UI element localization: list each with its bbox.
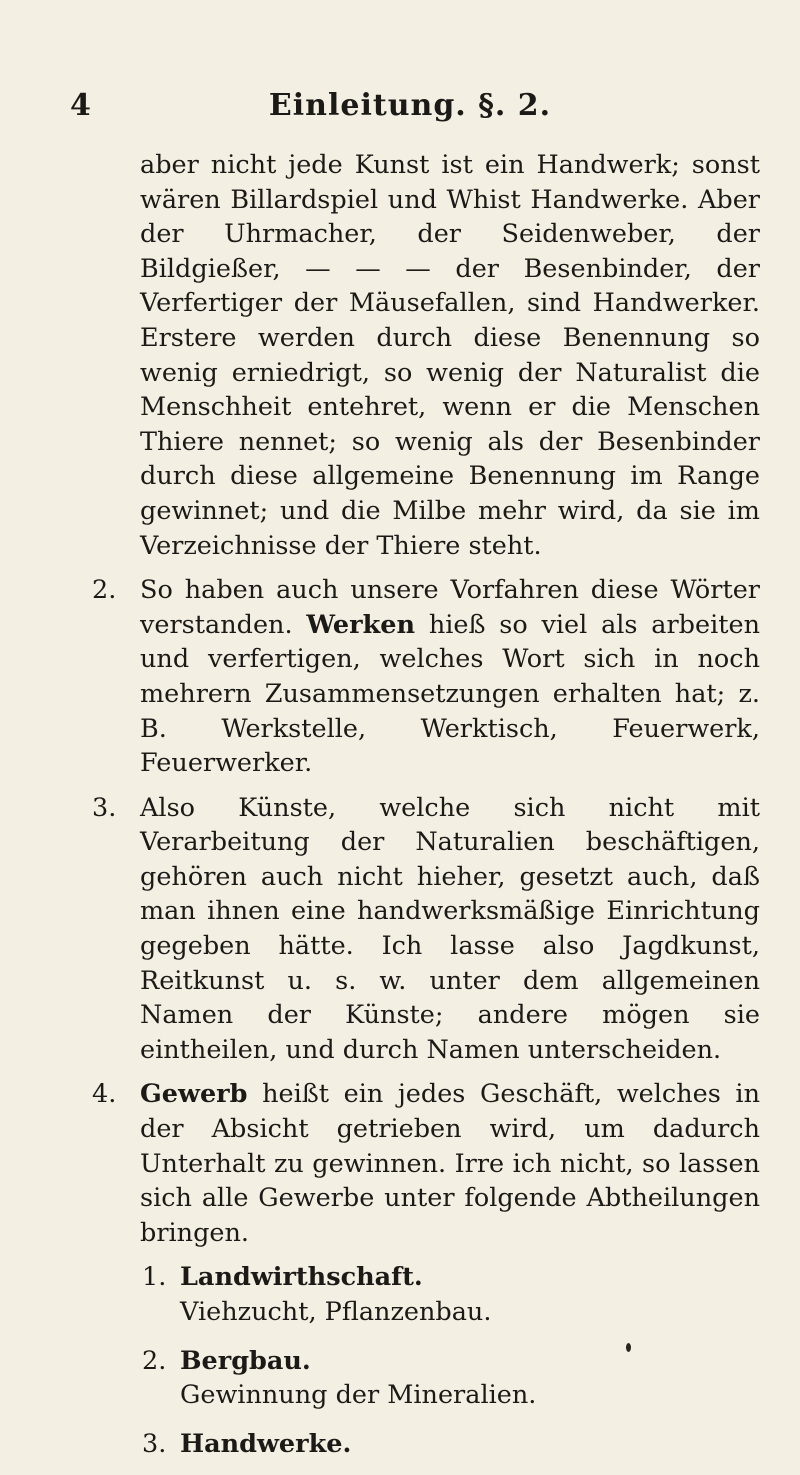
paragraph-text: So haben auch unsere Vorfahren diese Wörter verstanden. (140, 575, 760, 640)
list-item-heading (142, 1344, 760, 1379)
ink-spot-decoration (626, 1343, 631, 1352)
list-item-title: Landwirthschaft. (180, 1262, 423, 1293)
list-item-number: 2. (142, 1345, 167, 1376)
page-header (70, 88, 750, 128)
list-item (142, 1260, 760, 1329)
list-item-subtitle: Viehzucht, Pflanzenbau. (180, 1297, 492, 1327)
list-item-title: Handwerke. (180, 1428, 352, 1459)
list-item-subtitle: Gewinnung der Mineralien. (180, 1380, 537, 1411)
list-item (142, 1427, 760, 1462)
paragraph-text-cont: hieß so viel als arbeiten und verfertigen, welches Wort sich in noch mehrern Zusammensetzungen erhalten hat; z. B. Werkstelle, Werktisch, Feuerwerk, Feuerwerker. (140, 609, 761, 779)
list-item-number: 3. (142, 1428, 167, 1459)
page-number: 4 (70, 88, 91, 123)
running-title: Einleitung. §. 2. (268, 88, 552, 123)
paragraph-term: Werken (306, 609, 416, 640)
trade-list (142, 1260, 760, 1461)
list-item-number: 1. (142, 1262, 167, 1293)
paragraph-text: Also Künste, welche sich nicht mit Verarbeitung der Naturalien beschäftigen, gehören auch nicht hieher, gesetzt auch, daß man ihnen eine handwerksmäßige Einrichtung gegeben hätte. Ich lasse also Jagdkunst, Reitkunst u. s. w. unter dem allgemeinen Namen der Künste; andere mögen sie eintheilen, und durch Namen unterscheiden. (140, 792, 760, 1065)
paragraph-3 (92, 791, 760, 1068)
paragraph-term: Gewerb (140, 1079, 248, 1110)
paragraph-4 (92, 1077, 760, 1250)
list-item-heading (142, 1427, 760, 1462)
list-item (142, 1344, 760, 1413)
paragraph-number: 3. (92, 792, 117, 823)
paragraph-number: 2. (92, 575, 117, 606)
paragraph-text-cont: heißt ein jedes Geschäft, welches in der Absicht getrieben wird, um dadurch Unterhalt zu gewinnen. Irre ich nicht, so lassen sich alle Gewerbe unter folgende Abtheilungen bringen. (140, 1079, 760, 1248)
intro-paragraph: aber nicht jede Kunst ist ein Handwerk; sonst wären Billardspiel und Whist Handwerke. Aber der Uhrmacher, der Seidenweber, der Bildgießer, — — — der Besenbinder, der Verfertiger der Mäusefallen, sind Handwerker. Erstere werden durch diese Benennung so wenig erniedrigt, so wenig der Naturalist die Menschheit entehret, wenn er die Menschen Thiere nennet; so wenig als der Besenbinder durch diese allgemeine Benennung im Range gewinnet; und die Milbe mehr wird, da sie im Verzeichnisse der Thiere steht. (140, 150, 760, 561)
page-body (92, 148, 761, 1475)
paragraph-number: 4. (92, 1079, 117, 1110)
list-item-title: Bergbau. (180, 1345, 311, 1376)
list-item-heading (142, 1260, 760, 1295)
paragraph-2 (92, 573, 761, 781)
